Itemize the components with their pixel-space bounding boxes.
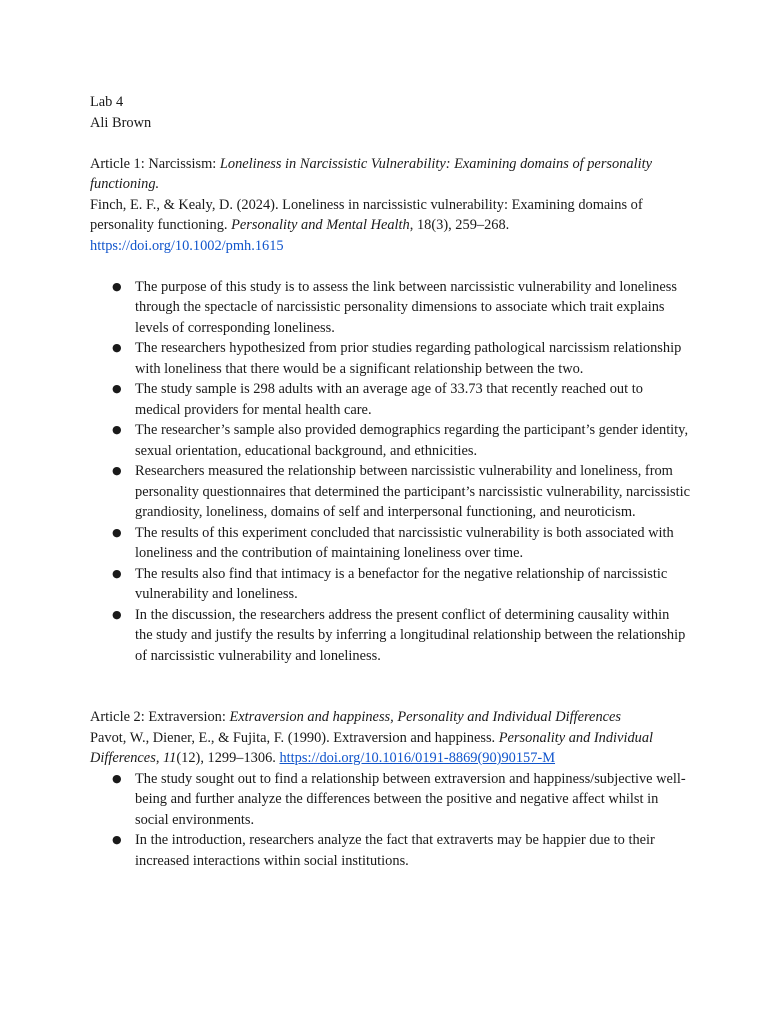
article1-bullet-item: ● The study sample is 298 adults with an average age of 33.73 that recently reached out to medical providers for mental health care. <box>135 379 690 420</box>
article2-title: Extraversion and happiness, Personality and Individual Differences <box>229 709 622 725</box>
article1-doi-link[interactable]: https://doi.org/10.1002/pmh.1615 <box>90 237 284 254</box>
article2-citation <box>90 728 690 769</box>
article1-citation-journal: Personality and Mental Health <box>231 217 410 233</box>
article2-citation-rest: (12), 1299–1306. <box>176 750 280 766</box>
author-name: Ali Brown <box>90 114 152 131</box>
article1-bullet-item: ● The results also find that intimacy is a benefactor for the negative relationship of narcissistic vulnerability and loneliness. <box>135 564 690 605</box>
article1-bullet-list <box>90 277 690 667</box>
article2-citation-journal: Personality and Individual Differences <box>90 729 654 766</box>
article1-citation-authors: Finch, E. F., & Kealy, D. (2024). Loneliness in narcissistic vulnerability: Examining domains of personality functioning. <box>90 196 643 233</box>
spacer <box>90 133 690 154</box>
article2-citation-volume: 11 <box>163 750 177 766</box>
article1-bullet-item: ● The researcher’s sample also provided demographics regarding the participant’s gender identity, sexual orientation, educational background, and ethnicities. <box>135 420 690 461</box>
spacer <box>90 666 690 707</box>
article2-bullet-list <box>90 769 690 872</box>
spacer <box>90 256 690 277</box>
lab-heading: Lab 4 <box>90 94 124 110</box>
article1-heading <box>90 154 690 195</box>
article1-citation-rest: , 18(3), 259–268. <box>409 217 510 233</box>
article1-bullet-item: ● The results of this experiment concluded that narcissistic vulnerability is both associated with loneliness and the contribution of maintaining loneliness over time. <box>135 523 690 564</box>
article1-bullet-item: ● Researchers measured the relationship between narcissistic vulnerability and loneliness, from personality questionnaires that determined the participant’s narcissistic vulnerability, narcissistic grandiosity, loneliness, domains of self and interpersonal functioning, and neuroticism. <box>135 461 690 523</box>
article1-bullet-item: ● The purpose of this study is to assess the link between narcissistic vulnerability and loneliness through the spectacle of narcissistic personality dimensions to associate which trait explains levels of corresponding loneliness. <box>135 277 690 339</box>
article2-doi-link[interactable]: https://doi.org/10.1016/0191-8869(90)90157-M <box>279 750 556 766</box>
article2-citation-sep: , <box>155 750 164 766</box>
document-page <box>90 92 690 871</box>
article2-citation-authors: Pavot, W., Diener, E., & Fujita, F. (1990). Extraversion and happiness. <box>90 729 499 746</box>
article1-bullet-item: ● The researchers hypothesized from prior studies regarding pathological narcissism relationship with loneliness that there would be a significant relationship between the two. <box>135 338 690 379</box>
article2-bullet-item: ● In the introduction, researchers analyze the fact that extraverts may be happier due to their increased interactions within social institutions. <box>135 830 690 871</box>
article2-bullet-item: ● The study sought out to find a relationship between extraversion and happiness/subjective well-being and further analyze the differences between the positive and negative affect whilst in social environments. <box>135 769 690 831</box>
article2-heading <box>90 707 690 728</box>
article1-label: Article 1: Narcissism: <box>90 155 220 172</box>
article2-label: Article 2: Extraversion: <box>90 709 230 725</box>
article1-title: Loneliness in Narcissistic Vulnerability: Examining domains of personality functioning. <box>90 155 652 192</box>
article1-citation <box>90 195 690 236</box>
article1-bullet-item: ● In the discussion, the researchers address the present conflict of determining causality within the study and justify the results by inferring a longitudinal relationship between the relationship of narcissistic vulnerability and loneliness. <box>135 605 690 667</box>
